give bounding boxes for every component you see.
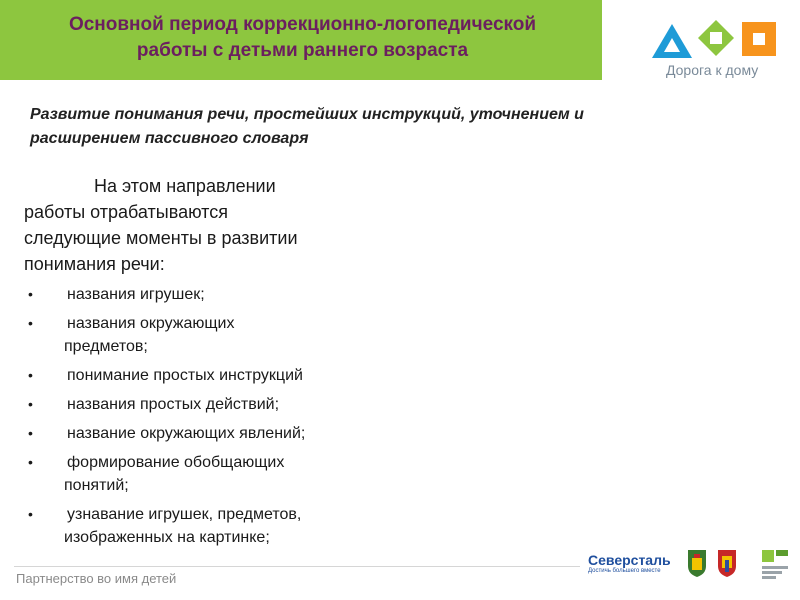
- list-item: • узнавание игрушек, предметов, изображенных на картинке;: [24, 503, 394, 549]
- bullet-icon: •: [28, 454, 33, 470]
- subtitle-line2: расширением пассивного словаря: [30, 130, 309, 147]
- intro-line1: На этом направлении: [94, 176, 276, 196]
- bullet-icon: •: [28, 367, 33, 383]
- intro-paragraph: [24, 173, 384, 277]
- city-crest-icon: [686, 548, 708, 578]
- bullet-icon: •: [28, 315, 33, 331]
- severstal-logo: [588, 552, 674, 574]
- list-item: • названия окружающих предметов;: [24, 312, 394, 358]
- list-item: • название окружающих явлений;: [24, 422, 394, 445]
- page-title-line1: Основной период коррекционно-логопедической: [68, 14, 537, 35]
- subtitle-line1: Развитие понимания речи, простейших инструкций, уточнением и: [30, 106, 584, 123]
- bullet-icon: •: [28, 286, 33, 302]
- footer-text: Партнерство во имя детей: [16, 571, 177, 586]
- list-item: • понимание простых инструкций: [24, 364, 394, 387]
- intro-line4: понимания речи:: [24, 254, 165, 274]
- list-item: • названия игрушек;: [24, 283, 394, 306]
- logo-caption: Дорога к дому: [666, 62, 759, 78]
- region-crest-icon: [716, 548, 738, 578]
- intro-line3: следующие моменты в развитии: [24, 228, 298, 248]
- bullet-icon: •: [28, 396, 33, 412]
- bullet-list: [24, 283, 394, 555]
- list-item: • формирование обобщающих понятий;: [24, 451, 394, 497]
- section-subtitle: [30, 103, 770, 151]
- severstal-name: Северсталь: [588, 552, 671, 568]
- list-item: • названия простых действий;: [24, 393, 394, 416]
- page-title: [10, 12, 595, 64]
- bullet-icon: •: [28, 425, 33, 441]
- severstal-tagline: Достичь большего вместе: [588, 568, 661, 574]
- page-title-line2: работы с детьми раннего возраста: [136, 40, 469, 61]
- footer-divider: [14, 566, 580, 567]
- fund-logo-icon: [760, 548, 790, 580]
- bullet-icon: •: [28, 506, 33, 522]
- intro-line2: работы отрабатываются: [24, 202, 228, 222]
